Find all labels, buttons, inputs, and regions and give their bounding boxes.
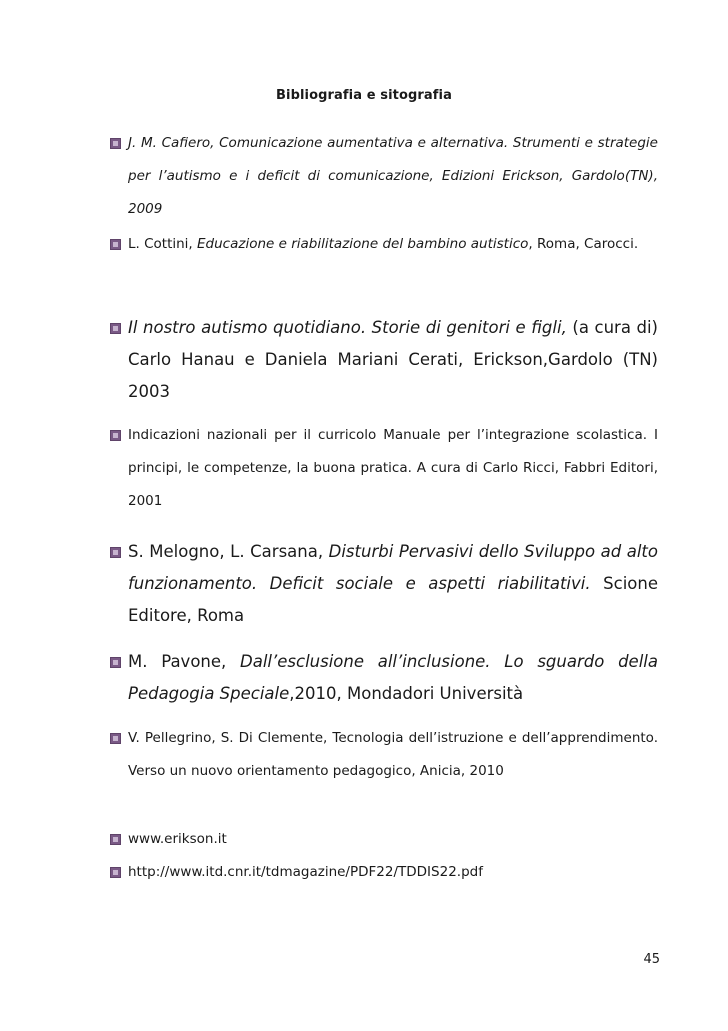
bibliography-entry (110, 127, 658, 226)
entry-publisher: , Roma, Carocci. (528, 236, 639, 252)
entry-author: M. Pavone, (128, 652, 241, 671)
entry-title: J. M. Cafiero, Comunicazione aumentativa e alternativa. Strumenti e strategie per l’autismo e i deficit di comunicazione, Edizioni Erickson, Gardolo(TN), 2009 (128, 135, 658, 217)
entry-title: Educazione e riabilitazione del bambino autistico (197, 236, 529, 252)
entry-author: L. Cottini, (128, 236, 198, 252)
bullet-icon (110, 733, 121, 744)
bibliography-entry (110, 646, 658, 710)
bibliography-entry (110, 419, 658, 518)
entry-title: Disturbi Pervasivi dello Sviluppo ad alto funzionamento. Deficit sociale e aspetti riabilitativi. (128, 542, 658, 593)
entry-text (128, 536, 658, 632)
bibliography-entry (110, 722, 658, 788)
bibliography-entry (110, 312, 658, 408)
bullet-icon (110, 239, 121, 250)
bullet-icon (110, 430, 121, 441)
bullet-icon (110, 138, 121, 149)
entry-publisher: (a cura di) Carlo Hanau e Daniela Mariani Cerati, Erickson,Gardolo (TN) 2003 (128, 318, 658, 401)
entry-text (128, 419, 658, 518)
entry-author: S. Melogno, L. Carsana, (128, 542, 329, 561)
entry-text (128, 127, 658, 226)
entry-reference: V. Pellegrino, S. Di Clemente, Tecnologia dell’istruzione e dell’apprendimento. Verso un nuovo orientamento pedagogico, Anicia, 2010 (128, 730, 658, 779)
bibliography-entry (110, 228, 658, 261)
bibliography-entry (110, 856, 658, 889)
bullet-icon (110, 834, 121, 845)
entry-text (128, 228, 658, 261)
bullet-icon (110, 547, 121, 558)
entry-publisher: ,2010, Mondadori Università (289, 684, 524, 703)
page-number: 45 (643, 952, 660, 967)
bibliography-entry (110, 536, 658, 632)
entry-publisher: Scione Editore, Roma (128, 574, 658, 625)
entry-text (128, 823, 658, 856)
bullet-icon (110, 657, 121, 668)
entry-reference: Indicazioni nazionali per il curricolo Manuale per l’integrazione scolastica. I principi, le competenze, la buona pratica. A cura di Carlo Ricci, Fabbri Editori, 2001 (128, 427, 658, 509)
bullet-icon (110, 867, 121, 878)
bibliography-entry (110, 823, 658, 856)
entry-title: Dall’esclusione all’inclusione. Lo sguardo della Pedagogia Speciale (128, 652, 658, 703)
entry-website: http://www.itd.cnr.it/tdmagazine/PDF22/TDDIS22.pdf (128, 864, 483, 880)
entry-text (128, 856, 658, 889)
entry-title: Il nostro autismo quotidiano. Storie di genitori e figli, (128, 318, 567, 337)
entry-text (128, 646, 658, 710)
page-title: Bibliografia e sitografia (276, 88, 452, 103)
entry-text (128, 722, 658, 788)
entry-website: www.erikson.it (128, 831, 227, 847)
bullet-icon (110, 323, 121, 334)
entry-text (128, 312, 658, 408)
